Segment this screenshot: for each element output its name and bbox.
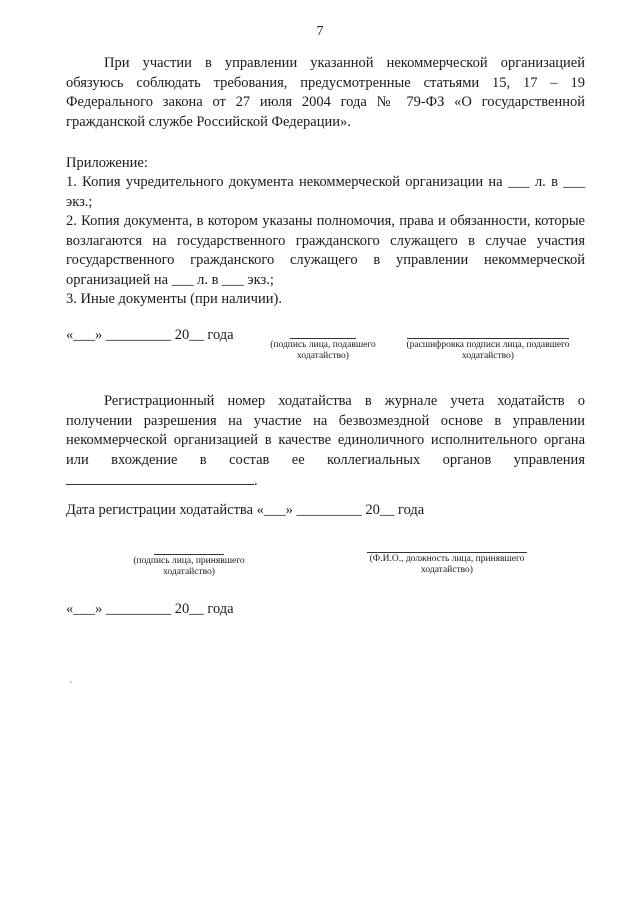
name-caption: (Ф.И.О., должность лица, принявшего ходатайство) xyxy=(369,554,525,575)
registration-text: Регистрационный номер ходатайства в журнале учета ходатайств о получении разрешения на участие на безвозмездной основе в управлении некоммерческой организацией в качестве единоличного исполнительного органа или вхождение в состав ее коллегиальных органов управления xyxy=(66,393,585,468)
attachment-item: 1. Копия учредительного документа некоммерческой организации на ___ л. в ___ экз.; xyxy=(66,174,585,210)
transcript-caption: (расшифровка подписи лица, подавшего ходатайство) xyxy=(406,340,570,361)
signature-line xyxy=(290,338,356,339)
receiver-date: «___» _________ 20__ года xyxy=(66,601,234,617)
signature-caption: (подпись лица, принявшего ходатайство) xyxy=(133,556,245,577)
scan-speck xyxy=(70,681,72,683)
attachment-item: 2. Копия документа, в котором указаны полномочия, права и обязанности, которые возлагаются на государственного гражданского служащего в случае участия государственного гражданского служащего в управлении некоммерческой организацией на ___ л. в ___ экз.; xyxy=(66,213,585,288)
signature-line xyxy=(407,338,569,339)
receiver-name-field xyxy=(363,552,531,576)
registration-end: . xyxy=(254,473,258,489)
registration-paragraph xyxy=(66,392,585,492)
signature-line xyxy=(154,554,224,555)
attachments-title: Приложение: xyxy=(66,155,148,171)
applicant-date: «___» _________ 20__ года xyxy=(66,327,234,343)
obligation-paragraph: При участии в управлении указанной некоммерческой организацией обязуюсь соблюдать требования, предусмотренные статьями 15, 17 – 19 Федерального закона от 27 июля 2004 года № 79-ФЗ «О государственной гражданской службе Российской Федерации». xyxy=(66,55,585,130)
page-number: 7 xyxy=(316,24,324,39)
applicant-signature-field xyxy=(258,338,388,362)
attachment-item: 3. Иные документы (при наличии). xyxy=(66,291,282,307)
attachments-list xyxy=(66,173,585,310)
receiver-signature-field xyxy=(124,554,254,578)
signature-line xyxy=(367,552,527,553)
signature-caption: (подпись лица, подавшего ходатайство) xyxy=(270,340,376,361)
registration-date: Дата регистрации ходатайства «___» _________ 20__ года xyxy=(66,502,425,518)
applicant-transcript-field xyxy=(404,338,572,362)
registration-number-blank xyxy=(66,470,254,485)
